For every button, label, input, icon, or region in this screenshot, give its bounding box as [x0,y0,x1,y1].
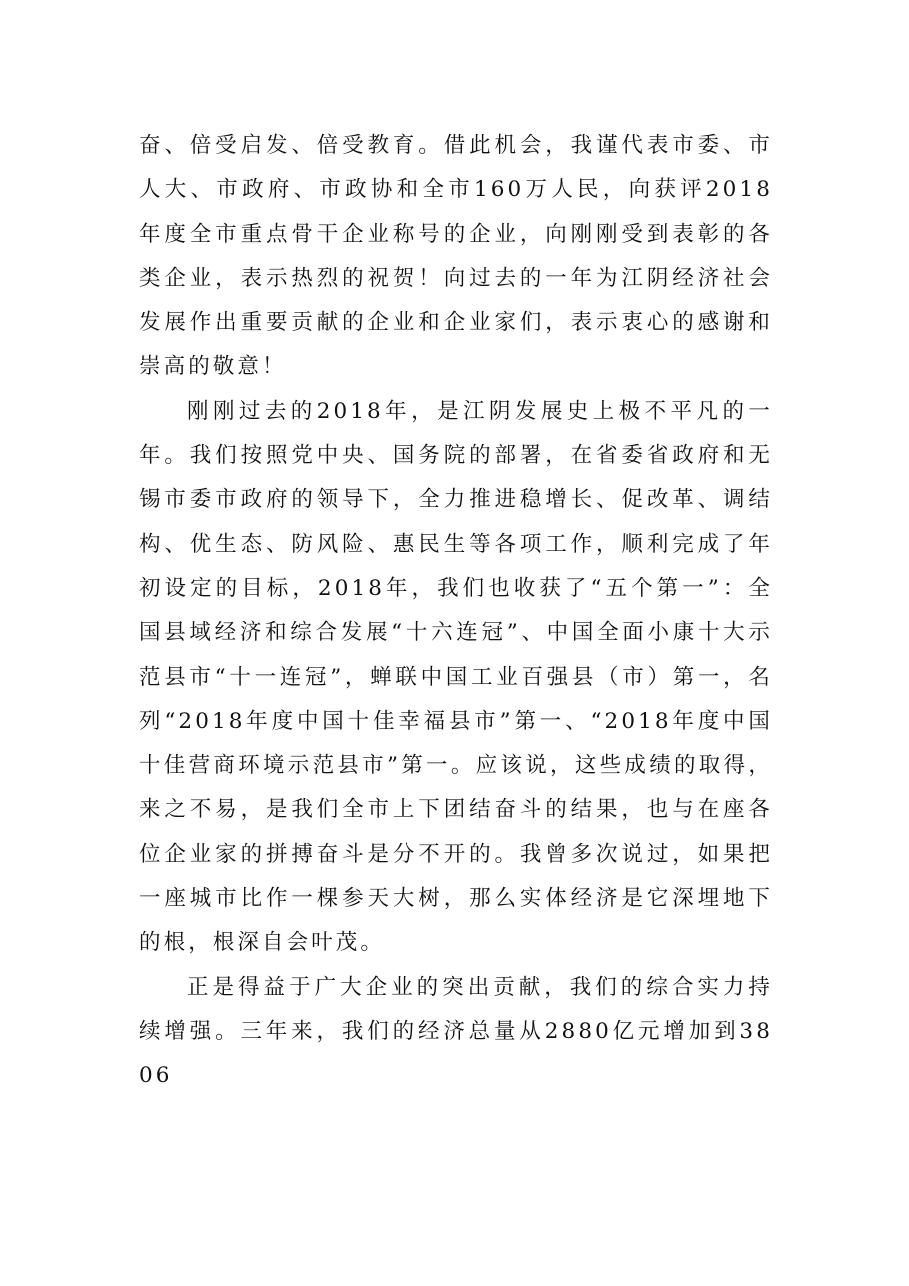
paragraph-continuation: 奋、倍受启发、倍受教育。借此机会，我谨代表市委、市人大、市政府、市政协和全市160万人民，向获评2018年度全市重点骨干企业称号的企业，向刚刚受到表彰的各类企业，表示热烈的祝贺！向过去的一年为江阴经济社会发展作出重要贡献的企业和企业家们，表示衷心的感谢和崇高的敬意！ [139,133,773,380]
paragraph-enterprise-contribution: 正是得益于广大企业的突出贡献，我们的综合实力持续增强。三年来，我们的经济总量从2880亿元增加到3806 [139,974,773,1089]
paragraph-2018-review: 刚刚过去的2018年，是江阴发展史上极不平凡的一年。我们按照党中央、国务院的部署，在省委省政府和无锡市委市政府的领导下，全力推进稳增长、促改革、调结构、优生态、防风险、惠民生等各项工作，顺利完成了年初设定的目标，2018年，我们也收获了“五个第一”：全国县域经济和综合发展“十六连冠”、中国全面小康十大示范县市“十一连冠”，蝉联中国工业百强县（市）第一，名列“2018年度中国十佳幸福县市”第一、“2018年度中国十佳营商环境示范县市”第一。应该说，这些成绩的取得，来之不易，是我们全市上下团结奋斗的结果，也与在座各位企业家的拼搏奋斗是分不开的。我曾多次说过，如果把一座城市比作一棵参天大树，那么实体经济是它深埋地下的根，根深自会叶茂。 [139,398,773,956]
document-body [139,124,773,1099]
